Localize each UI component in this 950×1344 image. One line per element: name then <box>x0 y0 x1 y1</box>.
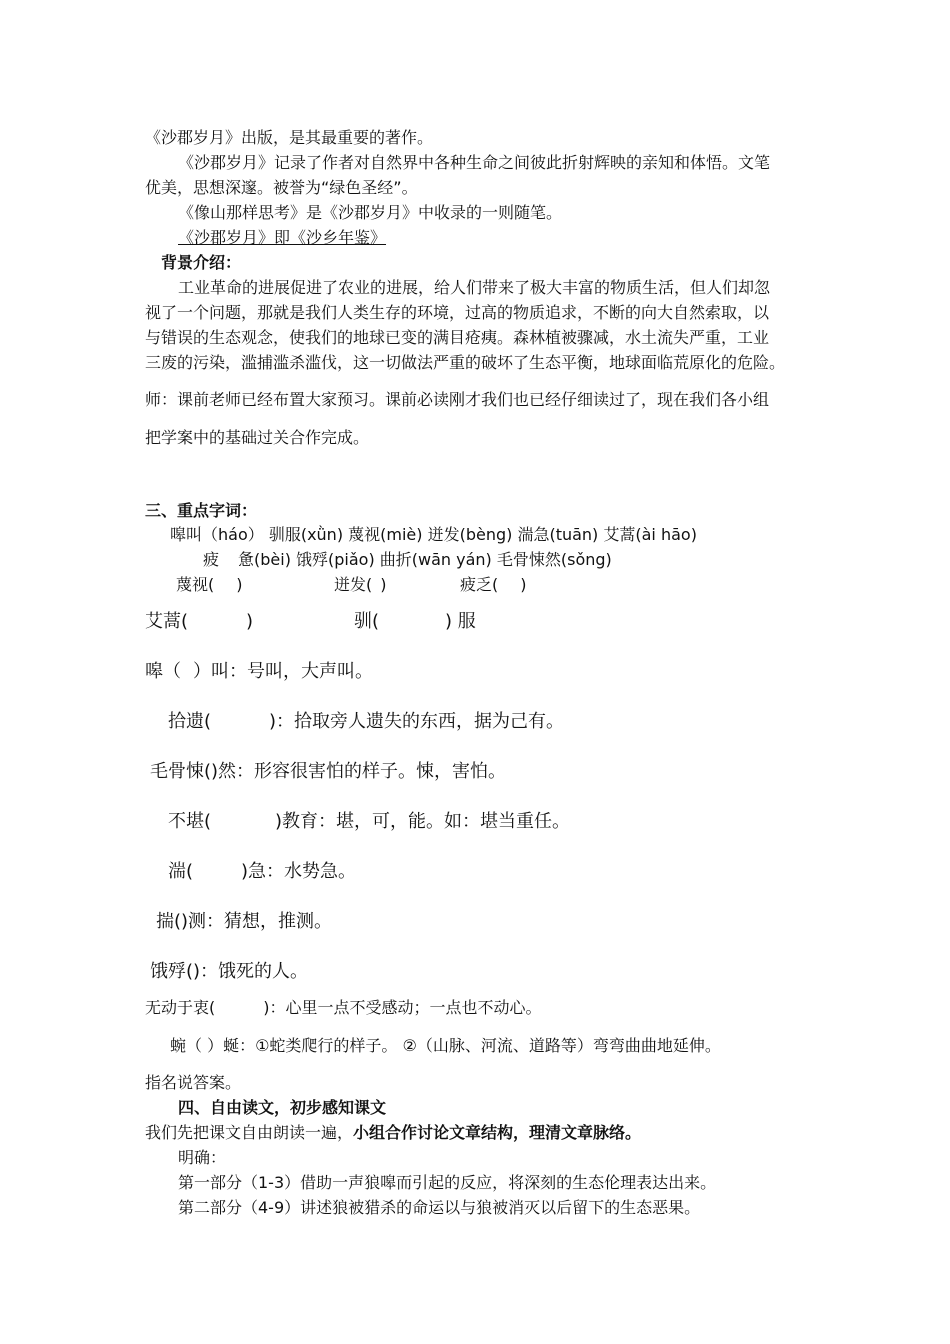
background-line: 三废的污染，滥捕滥杀滥伐，这一切做法严重的破坏了生态平衡，地球面临荒原化的危险。 <box>145 353 786 372</box>
section4-instruction: 我们先把课文自由朗读一遍，小组合作讨论文章结构，理清文章脉络。 <box>145 1123 642 1142</box>
blank-pifa: 疲乏( ) <box>460 575 527 594</box>
section3-heading: 三、重点字词： <box>145 501 258 520</box>
blank-mieshi: 蔑视( ) <box>176 575 243 594</box>
intro-line-4: 《像山那样思考》是《沙郡岁月》中收录的一则随笔。 <box>178 203 563 222</box>
teacher-line-1: 师：课前老师已经布置大家预习。课前必读刚才我们也已经仔细读过了，现在我们各小组 <box>145 390 770 409</box>
blank-haojiao: 嗥（ ）叫：号叫，大声叫。 <box>145 661 373 682</box>
blank-bukan: 不堪( )教育：堪，可，能。如：堪当重任。 <box>168 811 571 832</box>
background-line: 视了一个问题，那就是我们人类生存的环境，过高的物质追求，不断的向大自然索取，以 <box>145 303 770 322</box>
def-wanyan: 蜿（ ）蜒：①蛇类爬行的样子。 ②（山脉、河流、道路等）弯弯曲曲地延伸。 <box>170 1036 721 1055</box>
background-line: 工业革命的进展促进了农业的进展，给人们带来了极大丰富的物质生活，但人们却忽 <box>178 278 771 297</box>
pinyin-line-2-a: 疲 <box>203 550 220 569</box>
answer-note: 指名说答案。 <box>145 1073 242 1092</box>
pinyin-line-2-b: 惫(bèi) 饿殍(piǎo) 曲折(wān yán) 毛骨悚然(sǒng) <box>238 550 612 569</box>
pinyin-line-1: 嗥叫（háo） 驯服(xǜn) 蔑视(miè) 迸发(bèng) 湍急(tuān) 艾蒿(ài hāo) <box>170 525 697 544</box>
intro-line-3: 优美，思想深邃。被誉为“绿色圣经”。 <box>145 178 418 197</box>
part-1: 第一部分（1-3）借助一声狼嗥而引起的反应，将深刻的生态伦理表达出来。 <box>178 1173 717 1192</box>
def-epiao: 饿殍()：饿死的人。 <box>150 961 309 982</box>
intro-line-2: 《沙郡岁月》记录了作者对自然界中各种生命之间彼此折射辉映的亲知和体悟。文笔 <box>178 153 771 172</box>
blank-wudongyuzhong: 无动于衷( )：心里一点不受感动；一点也不动心。 <box>145 998 542 1017</box>
def-chuaice: 揣()测：猜想，推测。 <box>156 911 333 932</box>
mingque-label: 明确： <box>178 1148 227 1167</box>
def-maogusongran: 毛骨悚()然：形容很害怕的样子。悚，害怕。 <box>150 761 507 782</box>
background-line: 与错误的生态观念，使我们的地球已变的满目疮痍。森林植被骤减，水土流失严重，工业 <box>145 328 770 347</box>
blank-shiyi: 拾遗( )：拾取旁人遗失的东西，据为己有。 <box>168 711 565 732</box>
intro-line-1: 《沙郡岁月》出版，是其最重要的著作。 <box>145 128 434 147</box>
blank-tuanji: 湍( )急：水势急。 <box>168 861 357 882</box>
teacher-line-2: 把学案中的基础过关合作完成。 <box>145 428 370 447</box>
blank-aihao: 艾蒿( ) <box>145 611 254 632</box>
intro-line-5: 《沙郡岁月》即《沙乡年鉴》 <box>178 228 387 247</box>
section4-heading: 四、自由读文，初步感知课文 <box>178 1098 387 1117</box>
background-heading: 背景介绍： <box>161 253 242 272</box>
blank-xunfu: 驯( ) 服 <box>354 611 476 632</box>
blank-bengfa: 迸发( ) <box>334 575 387 594</box>
part-2: 第二部分（4-9）讲述狼被猎杀的命运以与狼被消灭以后留下的生态恶果。 <box>178 1198 701 1217</box>
